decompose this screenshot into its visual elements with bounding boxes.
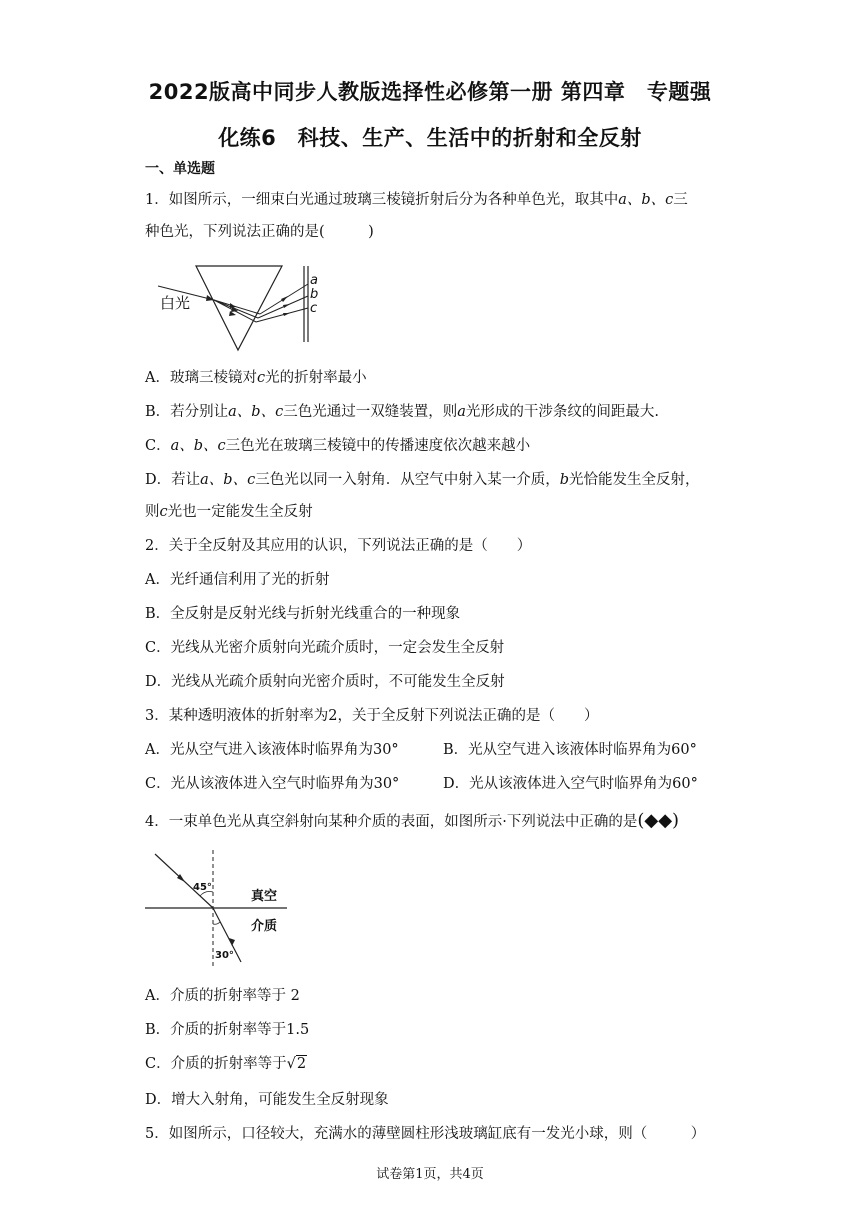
q3-option-a[interactable]: A．光从空气进入该液体时临界角为30° (145, 742, 399, 758)
q5-stem: 5．如图所示，口径较大，充满水的薄壁圆柱形浅玻璃缸底有一发光小球，则（ ） (145, 1126, 706, 1142)
q3-option-c[interactable]: C．光从该液体进入空气时临界角为30° (145, 776, 400, 792)
refracted-arrow (229, 938, 235, 946)
label-ray-a: a (310, 273, 318, 288)
q4-option-c[interactable]: C．介质的折射率等于√2 (145, 1056, 307, 1072)
refraction-diagram (145, 848, 295, 970)
q1-option-b[interactable]: B．若分别让a、b、c三色光通过一双缝装置，则a光形成的干涉条纹的间距最大. (145, 404, 659, 420)
q1-option-d[interactable]: D．若让a、b、c三色光以同一入射角．从空气中射入某一介质，b光恰能发生全反射， (145, 472, 700, 488)
q2-stem: 2．关于全反射及其应用的认识，下列说法正确的是（ ） (145, 538, 532, 554)
incident-arrow (206, 295, 214, 301)
page-title-line2: 化练6 科技、生产、生活中的折射和全反射 (218, 126, 642, 150)
q4-stem: 4．一束单色光从真空斜射向某种介质的表面，如图所示·下列说法中正确的是(◆◆) (145, 810, 680, 831)
q1-option-c[interactable]: C．a、b、c三色光在玻璃三棱镜中的传播速度依次越来越小 (145, 438, 531, 454)
q3-stem: 3．某种透明液体的折射率为2，关于全反射下列说法正确的是（ ） (145, 708, 599, 724)
q2-option-a[interactable]: A．光纤通信利用了光的折射 (145, 572, 330, 588)
label-medium: 介质 (251, 919, 278, 934)
q3-option-d[interactable]: D．光从该液体进入空气时临界角为60° (443, 776, 698, 792)
sqrt-symbol: √2 (286, 1056, 307, 1072)
prism-diagram (150, 262, 330, 354)
q1-stem-line1: 1．如图所示，一细束白光通过玻璃三棱镜折射后分为各种单色光，取其中a、b、c三 (145, 192, 688, 208)
q2-option-d[interactable]: D．光线从光疏介质射向光密介质时，不可能发生全反射 (145, 674, 505, 690)
angle-45-label: 45° (193, 882, 212, 893)
q4-option-b[interactable]: B．介质的折射率等于1.5 (145, 1022, 310, 1038)
angle-30-label: 30° (215, 950, 234, 961)
q3-option-b[interactable]: B．光从空气进入该液体时临界角为60° (443, 742, 697, 758)
q1-stem-line2: 种色光，下列说法正确的是( ) (145, 224, 374, 240)
label-ray-c: c (310, 301, 318, 316)
q2-option-b[interactable]: B．全反射是反射光线与折射光线重合的一种现象 (145, 606, 461, 622)
page-footer: 试卷第1页，共4页 (376, 1167, 484, 1182)
q2-option-c[interactable]: C．光线从光密介质射向光疏介质时，一定会发生全反射 (145, 640, 505, 656)
q4-option-a[interactable]: A．介质的折射率等于 2 (145, 988, 300, 1004)
q1-option-d-line2: 则c光也一定能发生全反射 (145, 504, 313, 520)
page-title-line1: 2022版高中同步人教版选择性必修第一册 第四章 专题强 (148, 80, 712, 104)
label-ray-b: b (310, 287, 319, 302)
label-vacuum: 真空 (251, 889, 278, 904)
q4-option-d[interactable]: D．增大入射角，可能发生全反射现象 (145, 1092, 389, 1108)
q1-option-a[interactable]: A．玻璃三棱镜对c光的折射率最小 (145, 370, 367, 386)
label-white-light: 白光 (160, 294, 191, 312)
section-label: 一、单选题 (145, 161, 215, 177)
